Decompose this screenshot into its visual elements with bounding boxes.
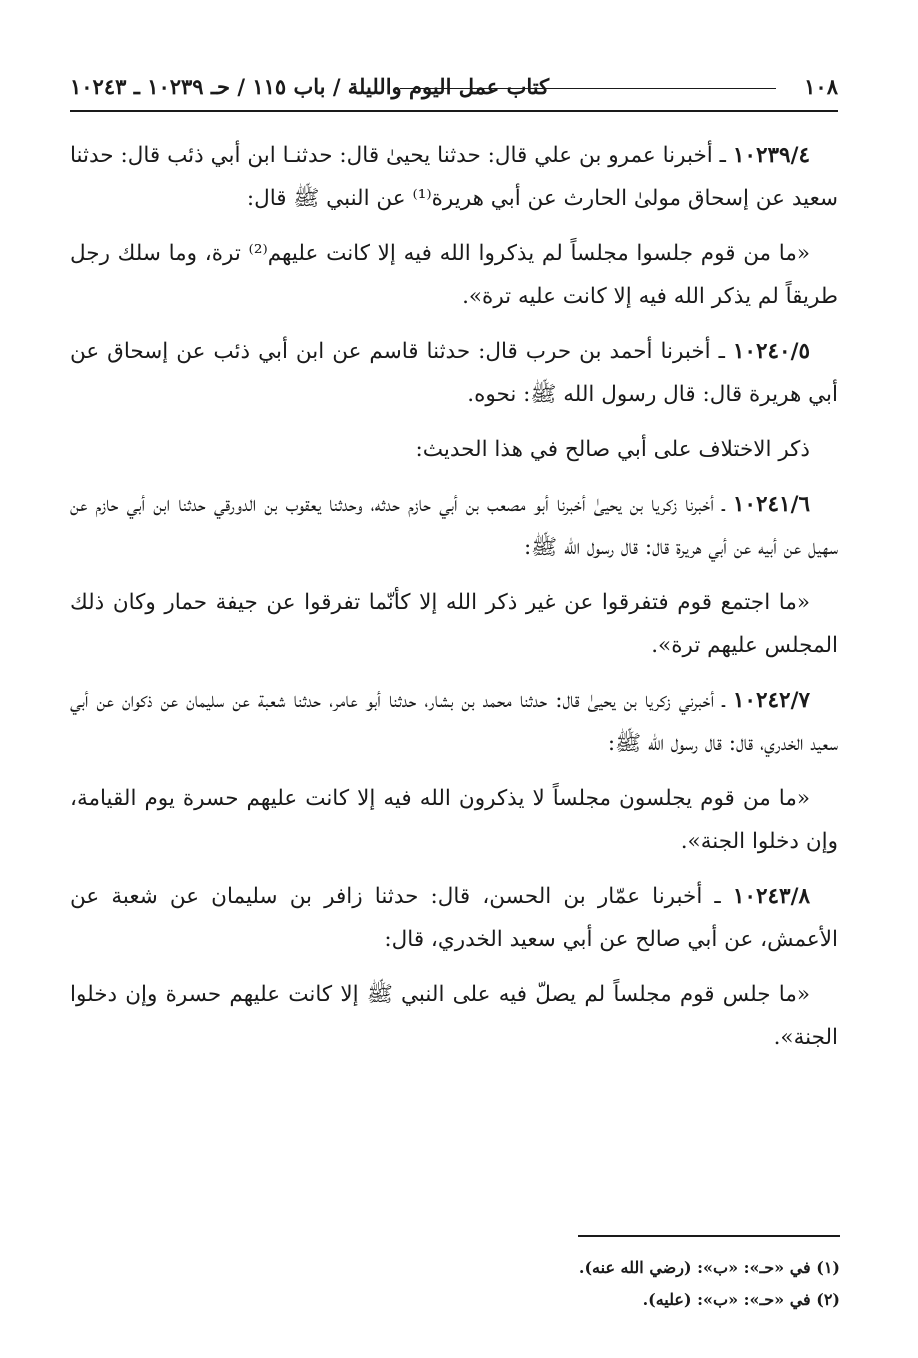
footnote-rule bbox=[578, 1235, 840, 1237]
page-body bbox=[70, 134, 838, 1071]
hadith-number: ١٠٢٣٩/٤ bbox=[732, 143, 810, 168]
hadith-entry bbox=[70, 330, 838, 416]
section-note: ذكر الاختلاف على أبي صالح في هذا الحديث: bbox=[415, 437, 810, 462]
page-number: ١٠٨ bbox=[804, 74, 838, 99]
hadith-text: ـ أخبرنا أحمد بن حرب قال: حدثنا قاسم عن ابن أبي ذئب عن إسحاق عن أبي هريرة قال: قال رسول الله ﷺ: نحوه. bbox=[70, 339, 838, 407]
hadith-entry bbox=[70, 134, 838, 220]
hadith-quote: «ما من قوم جلسوا مجلساً لم يذكروا الله فيه إلا كانت عليهم⁽²⁾ ترة، وما سلك رجل طريقاً لم يذكر الله فيه إلا كانت عليه ترة». bbox=[70, 241, 838, 309]
footnote-2: (٢) في «حـ»: «ب»: (عليه). bbox=[642, 1290, 840, 1309]
running-title: كتاب عمل اليوم والليلة / باب ١١٥ / حـ ١٠٢٣٩ ـ ١٠٢٤٣ bbox=[70, 74, 550, 99]
footnotes bbox=[340, 1252, 840, 1316]
hadith-quote: «ما اجتمع قوم فتفرقوا عن غير ذكر الله إلا كأنّما تفرقوا عن جيفة حمار وكان ذلك المجلس عليهم ترة». bbox=[70, 590, 838, 658]
hadith-number: ١٠٢٤١/٦ bbox=[732, 492, 810, 517]
hadith-number: ١٠٢٤٢/٧ bbox=[732, 688, 810, 713]
footnote-1: (١) في «حـ»: «ب»: (رضي الله عنه). bbox=[578, 1258, 840, 1277]
hadith-text: ـ أخبرني زكريا بن يحيىٰ قال: حدثنا محمد بن بشار، حدثنا أبو عامر، حدثنا شعبة عن سليمان عن ذكوان عن أبي سعيد الخدري، قال: قال رسول الله ﷺ: bbox=[70, 688, 838, 756]
hadith-text: ـ أخبرنا عمرو بن علي قال: حدثنا يحيىٰ قال: حدثنـا ابن أبي ذئب قال: حدثنا سعيد عن إسحاق مولىٰ الحارث عن أبي هريرة⁽¹⁾ عن النبي ﷺ قال: bbox=[70, 143, 838, 211]
hadith-entry bbox=[70, 483, 838, 569]
hadith-number: ١٠٢٤٣/٨ bbox=[732, 884, 810, 909]
hadith-quote: «ما جلس قوم مجلساً لم يصلّ فيه على النبي ﷺ إلا كانت عليهم حسرة وإن دخلوا الجنة». bbox=[70, 982, 838, 1050]
hadith-number: ١٠٢٤٠/٥ bbox=[732, 339, 810, 364]
hadith-text: ـ أخبرنا زكريا بن يحيىٰ أخبرنا أبو مصعب بن أبي حازم حدثه، وحدثنا يعقوب بن الدورقي حدثنا ابن أبي حازم عن سهيل عن أبيه عن أبي هريرة قال: قال رسول الله ﷺ: bbox=[70, 492, 838, 560]
hadith-entry bbox=[70, 679, 838, 765]
hadith-quote: «ما من قوم يجلسون مجلساً لا يذكرون الله فيه إلا كانت عليهم حسرة يوم القيامة، وإن دخلوا الجنة». bbox=[70, 786, 838, 854]
page-header bbox=[70, 74, 838, 112]
hadith-entry bbox=[70, 875, 838, 961]
hadith-text: ـ أخبرنا عمّار بن الحسن، قال: حدثنا زافر بن سليمان عن شعبة عن الأعمش، عن أبي صالح عن أبي سعيد الخدري، قال: bbox=[70, 884, 838, 952]
